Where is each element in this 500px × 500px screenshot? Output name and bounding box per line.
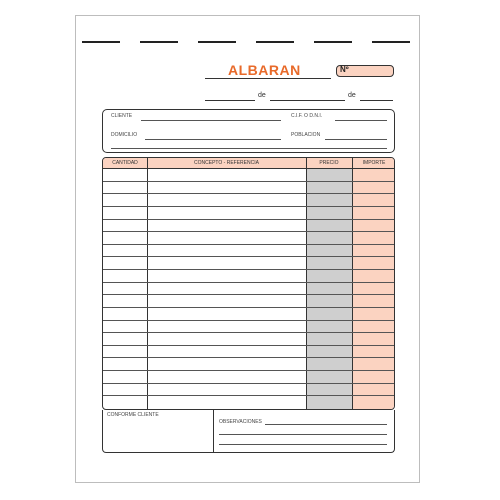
table-row-line bbox=[103, 282, 395, 283]
items-table bbox=[102, 157, 395, 410]
dash-segment bbox=[314, 41, 352, 43]
table-row-line bbox=[103, 383, 395, 384]
header-concepto bbox=[147, 158, 306, 169]
table-row-line bbox=[103, 219, 395, 220]
table-row-line bbox=[103, 206, 395, 207]
date-connector-1: de bbox=[258, 92, 266, 99]
header-cantidad-label: CANTIDAD bbox=[112, 160, 138, 166]
table-row-line bbox=[103, 307, 395, 308]
header-cantidad bbox=[103, 158, 147, 169]
column-divider bbox=[306, 158, 307, 409]
dash-segment bbox=[198, 41, 236, 43]
table-row-line bbox=[103, 193, 395, 194]
table-row-line bbox=[103, 256, 395, 257]
cliente-label: CLIENTE bbox=[111, 113, 133, 119]
number-label: Nº bbox=[340, 65, 349, 74]
table-row-line bbox=[103, 370, 395, 371]
document-title: ALBARAN bbox=[228, 62, 301, 78]
date-connector-2: de bbox=[348, 92, 356, 99]
column-divider bbox=[352, 158, 353, 409]
top-dash-lines bbox=[82, 41, 414, 43]
header-concepto-label: CONCEPTO - REFERENCIA bbox=[194, 160, 259, 166]
poblacion-label: POBLACION bbox=[291, 132, 321, 138]
client-extra-line[interactable] bbox=[111, 148, 387, 149]
table-row-line bbox=[103, 332, 395, 333]
document-number-field[interactable] bbox=[336, 65, 394, 77]
cif-label: C.I.F. O D.N.I. bbox=[291, 113, 323, 119]
header-precio-label: PRECIO bbox=[319, 160, 339, 166]
observaciones-line-2[interactable] bbox=[219, 434, 387, 435]
precio-column-bg bbox=[306, 158, 352, 409]
date-month-line[interactable] bbox=[270, 100, 345, 101]
date-year-line[interactable] bbox=[360, 100, 393, 101]
dash-segment bbox=[256, 41, 294, 43]
observaciones-line-1[interactable] bbox=[265, 424, 387, 425]
table-row-line bbox=[103, 294, 395, 295]
table-row-line bbox=[103, 320, 395, 321]
table-row-line bbox=[103, 395, 395, 396]
conforme-label: CONFORME CLIENTE bbox=[107, 412, 159, 418]
column-divider bbox=[147, 158, 148, 409]
dash-segment bbox=[82, 41, 120, 43]
client-info-box bbox=[102, 109, 395, 153]
poblacion-input-line[interactable] bbox=[325, 139, 387, 140]
header-precio bbox=[306, 158, 352, 169]
table-row-line bbox=[103, 345, 395, 346]
title-underline bbox=[205, 78, 331, 79]
table-row-line bbox=[103, 181, 395, 182]
observaciones-line-3[interactable] bbox=[219, 444, 387, 445]
table-row-line bbox=[103, 357, 395, 358]
domicilio-input-line[interactable] bbox=[145, 139, 281, 140]
table-row-line bbox=[103, 244, 395, 245]
table-row-line bbox=[103, 269, 395, 270]
dash-segment bbox=[372, 41, 410, 43]
domicilio-label: DOMICILIO bbox=[111, 132, 138, 138]
cif-input-line[interactable] bbox=[335, 120, 387, 121]
dash-segment bbox=[140, 41, 178, 43]
footer-divider bbox=[213, 410, 214, 452]
header-importe-label: IMPORTE bbox=[362, 160, 386, 166]
table-row-line bbox=[103, 231, 395, 232]
importe-column-bg bbox=[352, 158, 395, 409]
observaciones-label: OBSERVACIONES bbox=[219, 419, 262, 425]
cliente-input-line[interactable] bbox=[141, 120, 281, 121]
footer-box bbox=[102, 410, 395, 453]
date-day-line[interactable] bbox=[205, 100, 255, 101]
header-importe bbox=[352, 158, 395, 169]
